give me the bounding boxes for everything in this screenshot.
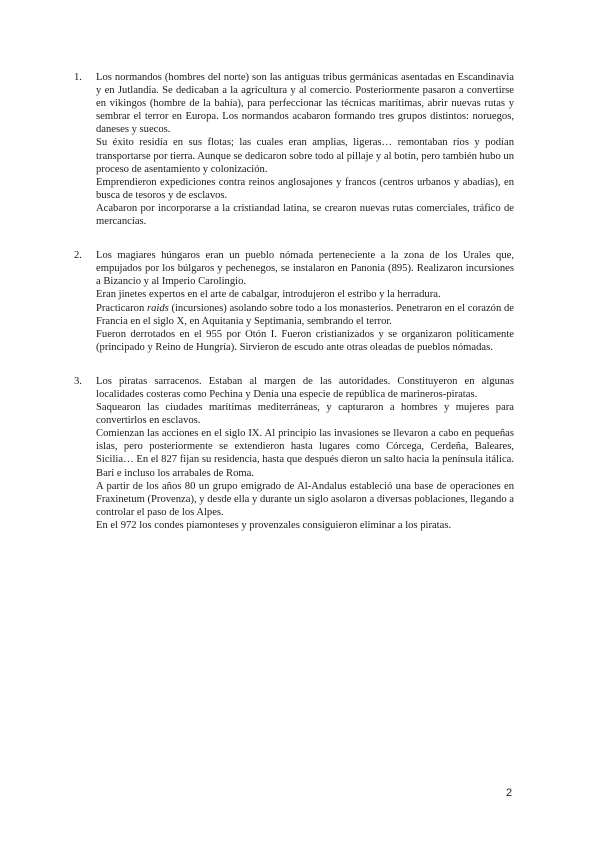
paragraph (96, 427, 514, 479)
text-run: En el 972 los condes piamonteses y provenzales consiguieron eliminar a los piratas. (96, 519, 452, 531)
list-item (74, 249, 514, 354)
text-run: Los normandos (hombres del norte) son las antiguas tribus germánicas asentadas en Escandinavia y en Jutlandia. Se dedicaban a la agricultura y al comercio. Posteriormente pasaron a convertirse en vikingos (hombre de la bahía), para perfeccionar las técnicas marítimas, abrir nuevas rutas y sembrar el terror en Europa. Los normandos acabaron formando tres grupos distintos: noruegos, daneses y suecos. (96, 72, 514, 136)
list-item-number: 3. (74, 375, 82, 387)
text-run: (incursiones) asolando sobre todo a los monasterios. Penetraron en el corazón de Francia en el siglo X, en Aquitania y Septimania, sembrando el terror. (96, 302, 514, 327)
paragraph (96, 176, 514, 202)
paragraph (96, 328, 514, 354)
page-number: 2 (506, 787, 513, 799)
paragraph (96, 519, 514, 532)
list-item (74, 71, 514, 228)
paragraph (96, 401, 514, 427)
text-run: Fueron derrotados en el 955 por Otón I. Fueron cristianizados y se organizaron políticamente (principado y Reino de Hungría). Sirvieron de escudo ante otras oleadas de pueblos nómadas. (96, 328, 514, 353)
list-item (74, 375, 514, 532)
paragraph (96, 480, 514, 519)
text-run: Emprendieron expediciones contra reinos anglosajones y francos (centros urbanos y abadías), en busca de tesoros y de esclavos. (96, 176, 514, 201)
text-run: Eran jinetes expertos en el arte de cabalgar, introdujeron el estribo y la herradura. (96, 289, 441, 301)
text-run: Su éxito residía en sus flotas; las cuales eran amplias, ligeras… remontaban ríos y podían transportarse por tierra. Aunque se dedicaron sobre todo al pillaje y al botín, pero también hubo un proceso de asentamiento y colonización. (96, 137, 514, 175)
text-run: A partir de los años 80 un grupo emigrado de Al-Andalus estableció una base de operaciones en Fraxinetum (Provenza), y desde ella y durante un siglo asolaron a diversas poblaciones, llegando a controlar el paso de los Alpes. (96, 480, 514, 518)
italic-term: raids (146, 302, 169, 314)
paragraph (96, 375, 514, 401)
text-run: Los magiares húngaros eran un pueblo nómada perteneciente a la zona de los Urales que, empujados por los búlgaros y pechenegos, se instalaron en Panonia (895). Realizaron incursiones a Bizancio y al Imperio Carolingio. (96, 250, 514, 288)
list-item-number: 1. (74, 72, 82, 83)
list-item-number: 2. (74, 250, 82, 262)
text-run: Acabaron por incorporarse a la cristiandad latina, se crearon nuevas rutas comerciales, tráfico de mercancías. (96, 202, 514, 228)
paragraph (96, 302, 514, 328)
text-run: Practicaron (96, 302, 147, 314)
paragraph (96, 136, 514, 175)
paragraph (96, 288, 514, 301)
paragraph (96, 249, 514, 288)
text-run: Comienzan las acciones en el siglo IX. Al principio las invasiones se llevaron a cabo en pequeñas islas, pero posteriormente se extendieron hasta lugares como Córcega, Cerdeña, Baleares, Sicilia… En el 827 fijan su residencia, hasta que después dieron un salto hacia la península itálica. Bari e incluso los arrabales de Roma. (96, 428, 514, 479)
paragraph (96, 71, 514, 136)
text-run: Saquearon las ciudades marítimas mediterráneas, y capturaron a hombres y mujeres para convertirlos en esclavos. (96, 402, 514, 427)
paragraph (96, 202, 514, 228)
text-run: Los piratas sarracenos. Estaban al margen de las autoridades. Constituyeron en algunas localidades costeras como Pechina y Denia una especie de república de marineros-piratas. (96, 375, 514, 400)
numbered-list (74, 71, 514, 553)
